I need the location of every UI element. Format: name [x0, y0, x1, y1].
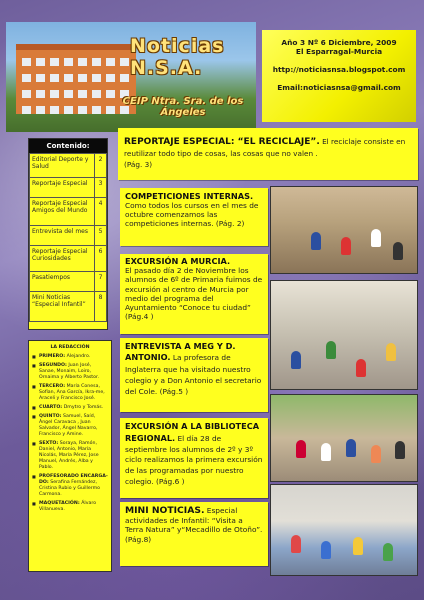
photo-murcia-excursion	[270, 280, 418, 390]
toc-label: Entrevista del mes	[30, 226, 95, 246]
issue-info-box	[262, 30, 416, 122]
article-body: El reciclaje consiste en reutilizar todo tipo de cosas, las cosas que no valen .	[124, 137, 406, 158]
toc-row[interactable]	[30, 272, 107, 292]
article-mini-noticias[interactable]	[120, 502, 268, 566]
article-title: REPORTAJE ESPECIAL: “EL RECICLAJE”.	[124, 137, 320, 147]
credit-grade: PRIMERO:	[39, 354, 66, 359]
toc-row[interactable]	[30, 198, 107, 226]
toc-row[interactable]	[30, 154, 107, 178]
credit-item	[32, 405, 108, 411]
article-title: COMPETICIONES INTERNAS.	[125, 191, 254, 201]
credit-grade: SEGUNDO:	[39, 363, 67, 368]
credit-item	[32, 501, 108, 513]
article-body: El día 28 de septiembre los alumnos de 2º y 3º ciclo realizamos la primera excursión de las programadas por nuestro colegio. (Pág.6 )	[125, 433, 263, 486]
article-title: MINI NOTICIAS.	[125, 505, 205, 516]
article-body: Como todos los cursos en el mes de octubre comenzamos las competiciones internas. (Pág. 2)	[125, 201, 259, 228]
toc-label: Reportaje Especial	[30, 178, 95, 198]
article-reciclaje[interactable]	[118, 128, 418, 180]
credit-names: Alejandro.	[66, 354, 91, 359]
credit-grade: TERCERO:	[39, 384, 66, 389]
credit-names: Dmytro y Tomás.	[63, 405, 104, 410]
article-title: EXCURSIÓN A LA BIBLIOTECA REGIONAL.	[125, 421, 260, 443]
issue-number: Año 3 Nº 6 Diciembre, 2009	[281, 38, 397, 47]
credit-item	[32, 363, 108, 381]
credit-item	[32, 474, 108, 498]
article-body: El pasado día 2 de Noviembre los alumnos de 6º de Primaria fuimos de excursión al centro de Murcia por medio del programa del Ayuntamiento “Conoce tu ciudad” (Pág.4 )	[125, 266, 263, 322]
toc-page: 8	[95, 292, 107, 322]
school-name: CEIP Ntra. Sra. de los Ángeles	[122, 96, 244, 118]
credit-names: Samuel, Saíd, Ángel Caravaca , Juan Salvador, Ángel Navarro, Francisco y Amine.	[39, 414, 98, 437]
toc-page: 4	[95, 198, 107, 226]
blog-link[interactable]: http://noticiasnsa.blogspot.com	[272, 65, 406, 74]
toc-page: 7	[95, 272, 107, 292]
toc-label: Editorial Deporte y Salud	[30, 154, 95, 178]
credits-box	[28, 340, 112, 572]
article-title: EXCURSIÓN A MURCIA.	[125, 256, 231, 266]
issue-location: El Esparragal-Murcia	[295, 47, 383, 56]
toc-row[interactable]	[30, 178, 107, 198]
credits-title: LA REDACCIÓN	[50, 345, 90, 350]
credit-item	[32, 384, 108, 402]
credit-item	[32, 354, 108, 360]
toc-row[interactable]	[30, 246, 107, 272]
credits-list	[32, 354, 108, 513]
article-biblioteca[interactable]	[120, 418, 268, 498]
article-body: Especial actividades de Infantil: “Visita a Terra Natura” y“Mecadillo de Otoño”. (Pág.8)	[125, 506, 263, 544]
credit-grade: CUARTO:	[39, 405, 63, 410]
toc-label: Reportaje Especial Amigos del Mundo	[30, 198, 95, 226]
credit-grade: SEXTO:	[39, 441, 59, 446]
toc-page: 5	[95, 226, 107, 246]
toc-page: 6	[95, 246, 107, 272]
toc-page: 3	[95, 178, 107, 198]
toc-label: Reportaje Especial Curiosidades	[30, 246, 95, 272]
credit-names: Álvaro Villanueva.	[39, 501, 97, 512]
credit-grade: PROFESORADO ENCARGA-DO:	[39, 474, 108, 485]
credit-grade: QUINTO:	[39, 414, 62, 419]
toc-label: Pasatiempos	[30, 272, 95, 292]
credit-names: Juan José, Sanae, Monaim, Loiro, Ornaima y Alberto Pastor.	[39, 363, 99, 380]
email-link[interactable]: Email:noticiasnsa@gmail.com	[277, 83, 401, 92]
article-entrevista[interactable]	[120, 338, 268, 412]
credit-names: María Conesa, Sofían, Ana García, Ikra-me, Araceli y Francisco José.	[39, 384, 105, 401]
toc-row[interactable]	[30, 292, 107, 322]
credit-names: Soraya, Ramón, Daniel, Antonio, María Nicolás, María Pérez, Jose Manuel, Andrés, Alba y Pablo.	[39, 441, 99, 470]
credit-grade: MAQUETACIÓN:	[39, 501, 80, 506]
credit-item	[32, 414, 108, 438]
toc-page: 2	[95, 154, 107, 178]
table-of-contents	[28, 138, 108, 330]
toc-table	[29, 153, 107, 322]
credit-names: Serafina Fernández, Cristina Rubio y Guillermo Carmona.	[39, 480, 101, 497]
toc-label: Mini Noticias “Especial Infantil”	[30, 292, 95, 322]
article-title: ENTREVISTA A MEG Y D. ANTONIO.	[125, 341, 236, 363]
photo-competiciones	[270, 186, 418, 274]
photo-biblioteca-excursion	[270, 394, 418, 482]
credit-item	[32, 441, 108, 471]
newspaper-logo: Noticias N.S.A.	[130, 35, 225, 79]
toc-row[interactable]	[30, 226, 107, 246]
photo-infantil-classroom	[270, 484, 418, 576]
article-body: La profesora de Inglaterra que ha visitado nuestro colegio y a Don Antonio el secretario del Cole. (Pág.5 )	[125, 353, 262, 397]
article-page-ref: (Pág. 3)	[124, 160, 153, 169]
article-murcia[interactable]	[120, 254, 268, 334]
article-competiciones[interactable]	[120, 188, 268, 246]
toc-title: Contenido:	[29, 139, 107, 153]
